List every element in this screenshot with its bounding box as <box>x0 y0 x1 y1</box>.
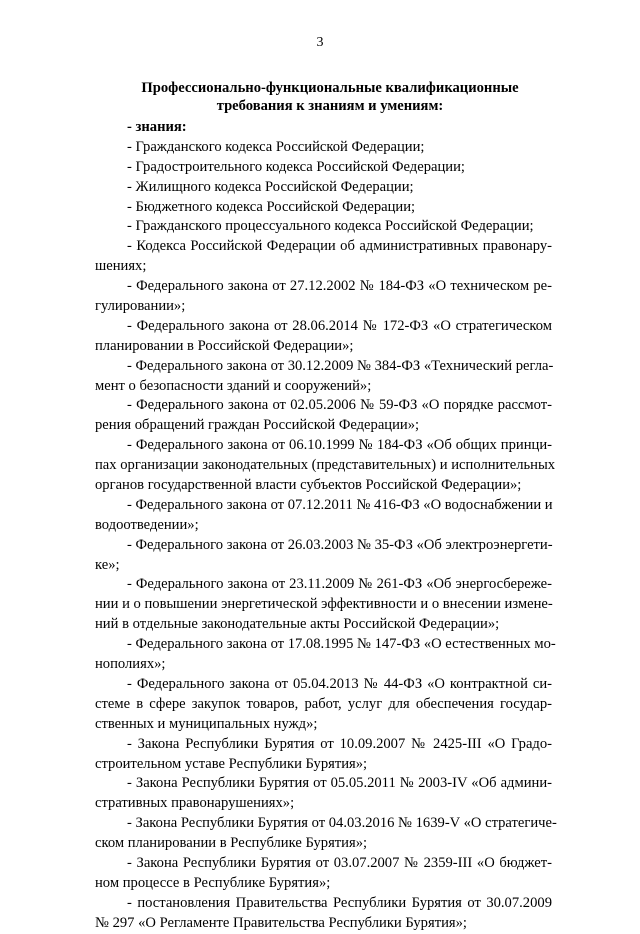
text-line: - Федерального закона от 26.03.2003 № 35-ФЗ «Об электроэнергети- <box>127 536 553 553</box>
text-line: планировании в Российской Федерации»; <box>95 337 354 354</box>
text-line: нополиях»; <box>95 656 166 673</box>
text-line: - Федерального закона от 07.12.2011 № 416-ФЗ «О водоснабжении и <box>127 496 553 513</box>
text-line: нии и о повышении энергетической эффективности и о внесении измене- <box>95 596 553 613</box>
requirements-list <box>95 138 557 934</box>
text-line: - постановления Правительства Республики Бурятия от 30.07.2009 <box>127 894 552 911</box>
text-line: - Бюджетного кодекса Российской Федерации; <box>127 198 416 215</box>
text-line: № 297 «О Регламенте Правительства Республики Бурятия»; <box>95 914 467 931</box>
text-line: ний в отдельные законодательные акты Российской Федерации»; <box>95 616 500 633</box>
text-line: органов государственной власти субъектов Российской Федерации»; <box>95 477 522 494</box>
text-line: стративных правонарушениях»; <box>95 795 295 812</box>
text-line: - Федерального закона от 05.04.2013 № 44-ФЗ «О контрактной си- <box>127 675 552 692</box>
heading-line: Профессионально-функциональные квалификационные <box>141 80 519 96</box>
text-line: - Федерального закона от 28.06.2014 № 172-ФЗ «О стратегическом <box>127 317 552 334</box>
text-line: мент о безопасности зданий и сооружений»; <box>95 377 372 394</box>
text-line: стеме в сфере закупок товаров, работ, услуг для обеспечения государ- <box>95 695 552 712</box>
text-line: рения обращений граждан Российской Федерации»; <box>95 417 420 434</box>
text-line: - Федерального закона от 17.08.1995 № 147-ФЗ «О естественных мо- <box>127 636 556 653</box>
text-line: - Градостроительного кодекса Российской Федерации; <box>127 158 465 175</box>
section-heading <box>100 79 560 115</box>
text-line: - Закона Республики Бурятия от 10.09.2007 № 2425-III «О Градо- <box>127 735 552 752</box>
knowledge-subheading: - знания: <box>127 119 187 135</box>
text-line: ке»; <box>95 556 120 573</box>
text-line: - Гражданского процессуального кодекса Российской Федерации; <box>127 218 534 235</box>
document-body <box>95 118 557 934</box>
text-line: - Федерального закона от 30.12.2009 № 384-ФЗ «Технический регла- <box>127 357 554 374</box>
text-line: ственных и муниципальных нужд»; <box>95 715 318 732</box>
text-line: пах организации законодательных (представительных) и исполнительных <box>95 457 556 474</box>
text-line: - Федерального закона от 27.12.2002 № 184-ФЗ «О техническом ре- <box>127 278 552 295</box>
text-line: водоотведении»; <box>95 516 199 533</box>
text-line: ном процессе в Республике Бурятия»; <box>95 874 331 891</box>
text-line: - Жилищного кодекса Российской Федерации; <box>127 178 414 195</box>
page-number: 3 <box>316 35 324 50</box>
text-line: строительном уставе Республики Бурятия»; <box>95 755 368 772</box>
text-line: - Федерального закона от 02.05.2006 № 59-ФЗ «О порядке рассмот- <box>127 397 552 414</box>
text-line: ском планировании в Республике Бурятия»; <box>95 835 368 852</box>
text-line: гулировании»; <box>95 298 186 315</box>
text-line: шениях; <box>95 258 147 275</box>
text-line: - Гражданского кодекса Российской Федерации; <box>127 138 425 155</box>
text-line: - Кодекса Российской Федерации об административных правонару- <box>127 238 552 255</box>
heading-line: требования к знаниям и умениям: <box>216 98 444 114</box>
text-line: - Закона Республики Бурятия от 05.05.2011 № 2003-IV «Об админи- <box>127 775 552 792</box>
text-line: - Закона Республики Бурятия от 03.07.2007 № 2359-III «О бюджет- <box>127 854 552 871</box>
text-line: - Федерального закона от 23.11.2009 № 261-ФЗ «Об энергосбереже- <box>127 576 552 593</box>
text-line: - Федерального закона от 06.10.1999 № 184-ФЗ «Об общих принци- <box>127 437 552 454</box>
text-line: - Закона Республики Бурятия от 04.03.2016 № 1639-V «О стратегиче- <box>127 815 557 832</box>
